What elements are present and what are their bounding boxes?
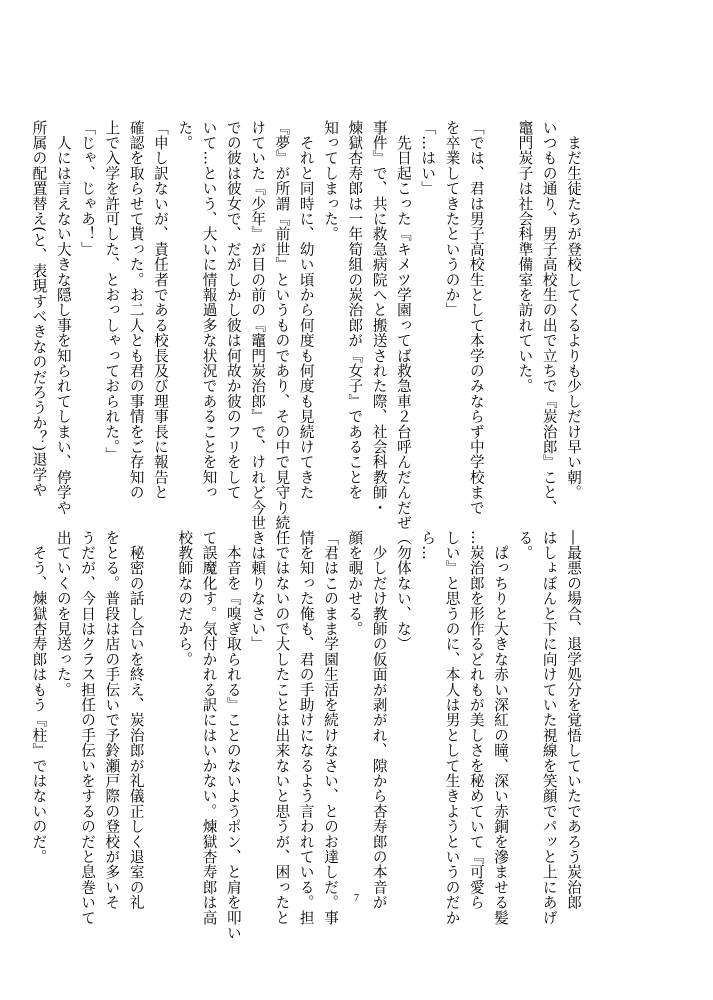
text-line: けていた『少年』が目の前の『竈門炭治郎』で、けれど今世 [249, 120, 267, 531]
text-line: 『夢』が所謂『前世』というものであり、その中で見守り続 [273, 120, 291, 531]
text-line: 事件』で、共に救急病院へと搬送された際、社会科教師・ [370, 120, 388, 516]
text-line: しい』と思うのに、本人は男として生きようというのだか [443, 530, 461, 926]
text-line: での彼は彼女で、だがしかし彼は何故か彼のフリをして [224, 120, 242, 500]
text-line: 出ていくのを見送った。 [54, 530, 72, 698]
text-line: 竈門炭子は社会科準備室を訪れていた。 [516, 120, 534, 394]
text-line: 「申し訳ないが、責任者である校長及び理事長に報告と [151, 120, 169, 500]
text-line: 煉獄杏寿郎は一年筍組の炭治郎が『女子』であることを [346, 120, 364, 500]
text-line [488, 120, 512, 530]
text-line: 情を知った俺も、君の手助けになるよう言われている。担 [297, 530, 315, 926]
text-line: て誤魔化す。気付かれる訳にはいかない。煉獄杏寿郎は高 [200, 530, 218, 926]
text-line: 所属の配置替え(と、表現すべきなのだろうか？)退学や [30, 120, 48, 498]
text-line: 顔を覗かせる。 [346, 530, 364, 637]
text-line: そう、煉獄杏寿郎はもう『柱』ではないのだ。 [30, 530, 48, 865]
text-line: はしょぼんと下に向けていた視線を笑顔でパッと上にあげ [540, 530, 558, 926]
text-line: ぱっちりと大きな赤い深紅の瞳、深い赤銅を滲ませる髪 [492, 530, 510, 926]
text-line: …炭治郎を形作るどれもが美しさを秘めていて『可愛ら [467, 530, 485, 910]
text-line: 先日起こった『キメツ学園ってば救急車２台呼んだんだぜ [394, 120, 412, 531]
text-line: （勿体ない、な） [394, 530, 412, 652]
text-line [148, 530, 172, 890]
text-line: た。 [176, 120, 194, 151]
text-line: 「…はい」 [419, 120, 437, 196]
text-line: をとる。普段は店の手伝いで予鈴瀬戸際の登校が多いそ [103, 530, 121, 910]
text-line: 「では、君は男子高校生として本学のみならず中学校まで [467, 120, 485, 516]
text-line: 確認を取らせて貰った。お二人とも君の事情をご存知の [127, 120, 145, 500]
text-line: 人には言えない大きな隠し事を知られてしまい、停学や [54, 120, 72, 516]
text-line: 少しだけ教師の仮面が剥がれ、隙から杏寿郎の本音が [370, 530, 388, 910]
text-line: まだ生徒たちが登校してくるよりも少しだけ早い朝。 [565, 120, 582, 500]
text-line: いつもの通り、男子高校生の出で立ちで『炭治郎』こと、 [540, 120, 558, 516]
text-line: うだが、今日はクラス担任の手伝いをするのだと息巻いて [79, 530, 97, 926]
text-line: 秘密の話し合いを終え、炭治郎が礼儀正しく退室の礼 [127, 530, 145, 910]
text-line: 本音を『嗅ぎ取られる』ことのないようポン、と肩を叩い [224, 530, 242, 941]
text-line: 上で入学を許可した、とおっしゃっておられた。」 [103, 120, 121, 463]
text-line: 任ではないので大したことは出来ないと思うが、困ったと [273, 530, 291, 926]
text-line: 校教師なのだから。 [176, 530, 194, 667]
page-number: 7 [354, 893, 359, 904]
text-line: いて…という、大いに情報過多な状況であることを知っ [200, 120, 218, 500]
text-block-upper [26, 120, 585, 530]
text-line: 「君はこのまま学園生活を続けなさい、とのお達しだ。事 [322, 530, 340, 926]
text-line: きは頼りなさい」 [249, 530, 267, 652]
text-line: を卒業してきたというのか」 [443, 120, 461, 318]
text-line: ―最悪の場合、退学処分を覚悟していたであろう炭治郎 [565, 530, 582, 910]
text-line: それと同時に、幼い頃から何度も何度も見続けてきた [297, 120, 315, 500]
text-block-lower [26, 530, 585, 941]
text-line: る。 [516, 530, 534, 561]
text-line: 知ってしまった。 [322, 120, 340, 242]
text-line: ら… [419, 530, 437, 561]
text-line: 「じゃ、じゃあ！」 [79, 120, 97, 257]
